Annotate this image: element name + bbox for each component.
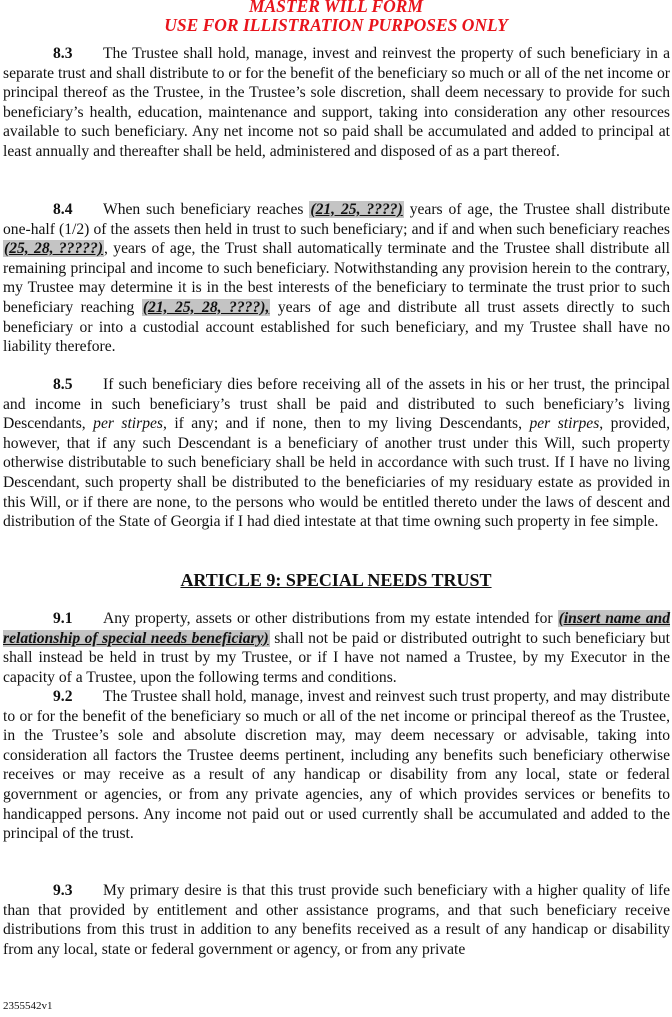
section-number: 9.3 [53,882,73,899]
section-number: 8.5 [53,376,73,393]
placeholder-field-age-2[interactable]: (25, 28, ?????) [4,240,104,258]
watermark-header [0,0,672,35]
placeholder-field-age-1[interactable]: (21, 25, ????) [310,201,403,218]
section-text: The Trustee shall hold, manage, invest and reinvest such trust property, and may distribute to or for the benefit of the beneficiary so much or all of the net income or principal thereof as the Trustee, in the Trustee’s sole and absolute discretion may, may deem necessary or advisable, taking into consideration all factors the Trustee deems pertinent, including any benefits such beneficiary otherwise receives or may receive as a result of any handicap or disability from any local, state or federal government or agencies, or from any private agencies, any of which provides services or benefits to handicapped persons. Any income not paid out or used currently shall be accumulated and added to the principal of the trust. [3,688,670,843]
section-8-3 [3,44,670,162]
placeholder-field-beneficiary[interactable]: (insert name and relationship of special needs beneficiary) [3,610,671,647]
section-text: Any property, assets or other distributions from my estate intended for [103,610,558,627]
section-number: 8.4 [53,201,73,218]
section-text: My primary desire is that this trust provide such beneficiary with a higher quality of life than that provided by entitlement and other assistance programs, and that such beneficiary receive distributions from this trust in addition to any benefits received as a result of any handicap or disability from any local, state or federal government or agency, or from any private [3,882,670,958]
section-text: shall not be paid or distributed outright to such beneficiary but shall instead be held in trust by my Trustee, or if I have not named a Trustee, by my Executor in the capacity of a Trustee, upon the following terms and conditions. [3,629,670,686]
section-text: The Trustee shall hold, manage, invest and reinvest the property of such beneficiary in a separate trust and shall distribute to or for the benefit of the beneficiary so much or all of the net income or principal thereof as the Trustee, in the Trustee’s sole discretion, shall deem necessary to provide for such beneficiary’s health, education, maintenance and support, taking into consideration any other resources available to such beneficiary. Any net income not so paid shall be accumulated and added to principal at least annually and thereafter shall be held, administered and disposed of as a part thereof. [3,45,670,160]
section-9-1 [3,609,670,687]
section-text: When such beneficiary reaches [103,201,310,218]
section-number: 9.1 [53,610,73,627]
section-number: 9.2 [53,688,73,705]
section-8-5 [3,375,670,532]
header-line-1: MASTER WILL FORM [248,0,424,16]
section-text: , provided, however, that if any such Descendant is a beneficiary of another trust under this Will, such property otherwise distributable to such beneficiary shall be held in accordance with such trust. If I have no living Descendant, such property shall be distributed to the beneficiaries of my residuary estate as provided in this Will, or if there are none, to the persons who would be entitled thereto under the laws of descent and distribution of the State of Georgia if I had died intestate at that time owning such property in fee simple. [3,415,670,531]
section-8-4 [3,200,670,357]
section-text: , if any; and if none, then to my living Descendants, [162,415,530,433]
section-number: 8.3 [53,45,73,62]
latin-term: per stirpes [529,415,600,433]
section-9-2 [3,687,670,844]
placeholder-field-age-3[interactable]: (21, 25, 28, ????), [142,298,270,316]
document-id: 2355542v1 [3,1000,53,1012]
section-9-3 [3,881,670,959]
section-text: , years of age, the Trust shall automatically terminate and the Trustee shall distribute all remaining principal and income to such beneficiary. Notwithstanding any provision herein to the contrary, my Trustee may determine it is in the best interests of the beneficiary to terminate the trust prior to such beneficiary reaching [3,240,670,316]
section-text: If such beneficiary dies before receiving all of the assets in his or her trust, the principal and income in such beneficiary’s trust shall be paid and distributed to such beneficiary’s living Descendants, [3,376,670,433]
header-line-2: USE FOR ILLISTRATION PURPOSES ONLY [164,15,508,35]
section-text: years of age and distribute all trust assets directly to such beneficiary or into a custodial account established for such beneficiary, and my Trustee shall have no liability therefore. [3,298,670,356]
latin-term: per stirpes [93,415,163,433]
section-text: years of age, the Trustee shall distribute one-half (1/2) of the assets then held in trust to such beneficiary; and if and when such beneficiary reaches [3,201,670,238]
article-9-heading: ARTICLE 9: SPECIAL NEEDS TRUST [180,570,492,590]
